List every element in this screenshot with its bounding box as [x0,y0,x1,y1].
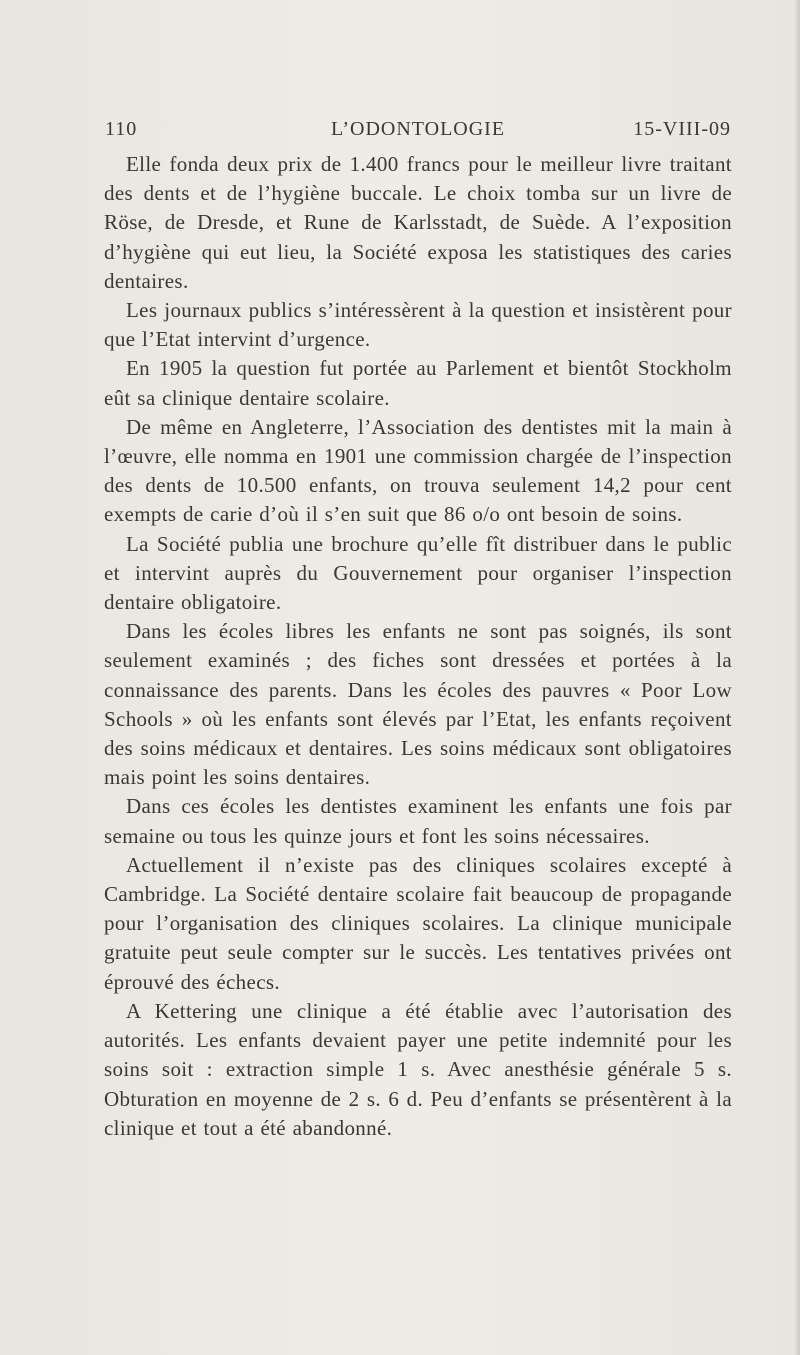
paragraph-weekly-exams: Dans ces écoles les dentistes examinent les enfants une fois par semaine ou tous les quinze jours et font les soins nécessaires. [104,794,732,848]
issue-date: 15-VIII-09 [633,118,731,140]
page-number: 110 [105,118,138,140]
running-header [105,118,731,144]
paragraph-brochure: La Société publia une brochure qu’elle fît distribuer dans le public et intervint auprès du Gouvernement pour organiser l’inspection dentaire obligatoire. [104,531,732,615]
paragraph-free-schools: Dans les écoles libres les enfants ne sont pas soignés, ils sont seulement examinés ; des fiches sont dressées et portées à la connaissance des parents. Dans les écoles des pauvres « Poor Low Schools » où les enfants sont élevés par l’Etat, les enfants reçoivent des soins médicaux et dentaires. Les soins médicaux sont obligatoires mais point les soins dentaires. [104,619,732,790]
paragraph-cambridge: Actuellement il n’existe pas des cliniques scolaires excepté à Cambridge. La Société dentaire scolaire fait beaucoup de propagande pour l’organisation des cliniques scolaires. La clinique municipale gratuite peut seule compter sur le succès. Les tentatives privées ont éprouvé des échecs. [104,852,732,994]
paragraph-kettering: A Kettering une clinique a été établie avec l’autorisation des autorités. Les enfants devaient payer une petite indemnité pour les soins soit : extraction simple 1 s. Avec anesthésie générale 5 s. Obturation en moyenne de 2 s. 6 d. Peu d’enfants se présentèrent à la clinique et tout a été abandonné. [104,998,732,1140]
article-body [104,150,732,1143]
page-edge-shadow [794,0,800,1355]
journal-title: L’ODONTOLOGIE [330,118,506,140]
paragraph-england-commission: De même en Angleterre, l’Association des dentistes mit la main à l’œuvre, elle nomma en 1901 une commission chargée de l’inspection des dents de 10.500 enfants, on trouva seulement 14,2 pour cent exempts de carie d’où il s’en suit que 86 o/o ont besoin de soins. [104,414,732,527]
paragraph-prizes: Elle fonda deux prix de 1.400 francs pour le meilleur livre traitant des dents et de l’hygiène buccale. Le choix tomba sur un livre de Röse, de Dresde, et Rune de Karlsstadt, de Suède. A l’exposition d’hygiène qui eut lieu, la Société exposa les statistiques des caries dentaires. [104,152,732,293]
paragraph-parliament: En 1905 la question fut portée au Parlement et bientôt Stockholm eût sa clinique dentaire scolaire. [104,356,732,410]
paragraph-press: Les journaux publics s’intéressèrent à la question et insistèrent pour que l’Etat intervint d’urgence. [104,298,732,352]
